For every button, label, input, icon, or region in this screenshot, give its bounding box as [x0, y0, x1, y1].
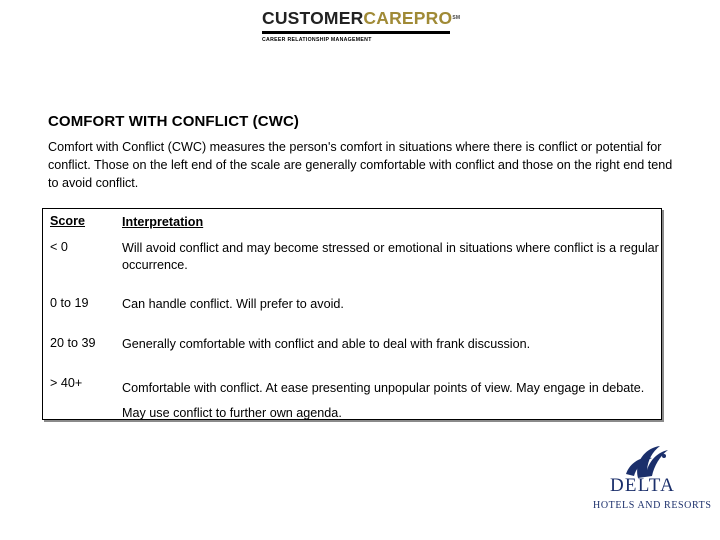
- logo-word-carepro: CAREPRO: [363, 8, 453, 28]
- logo-trademark: SM: [452, 15, 461, 21]
- row-interpretation: Generally comfortable with conflict and able to deal with frank discussion.: [122, 337, 531, 351]
- row-interpretation: Can handle conflict. Will prefer to avoid.: [122, 297, 344, 311]
- score-table: [42, 208, 662, 420]
- row-interpretation: Will avoid conflict and may become stressed or emotional in situations where conflict is a regular occurrence.: [122, 241, 659, 272]
- section-heading: COMFORT WITH CONFLICT (CWC): [48, 113, 299, 130]
- row-score: 0 to 19: [50, 296, 89, 310]
- delta-wordmark: DELTA: [610, 475, 675, 496]
- header-score: Score: [50, 214, 86, 228]
- intro-paragraph: Comfort with Conflict (CWC) measures the person's comfort in situations where there is conflict or potential for conflict. Those on the left end of the scale are generally comfortable with conflict and those on the right end tend to avoid conflict.: [48, 140, 673, 190]
- row-score: 20 to 39: [50, 336, 96, 350]
- customercarepro-logo: [262, 8, 462, 43]
- row-interpretation: Comfortable with conflict. At ease presenting unpopular points of view. May engage in debate. May use conflict to further own agenda.: [122, 381, 645, 420]
- row-score: > 40+: [50, 376, 83, 390]
- logo-word-customer: CUSTOMER: [262, 8, 364, 28]
- header-interpretation: Interpretation: [122, 215, 204, 229]
- logo-tagline: CAREER RELATIONSHIP MANAGEMENT: [262, 37, 372, 43]
- delta-subtitle: HOTELS AND RESORTS: [593, 500, 712, 511]
- row-score: < 0: [50, 240, 68, 254]
- logo-rule: [262, 31, 450, 34]
- customercarepro-wordmark: [262, 8, 462, 28]
